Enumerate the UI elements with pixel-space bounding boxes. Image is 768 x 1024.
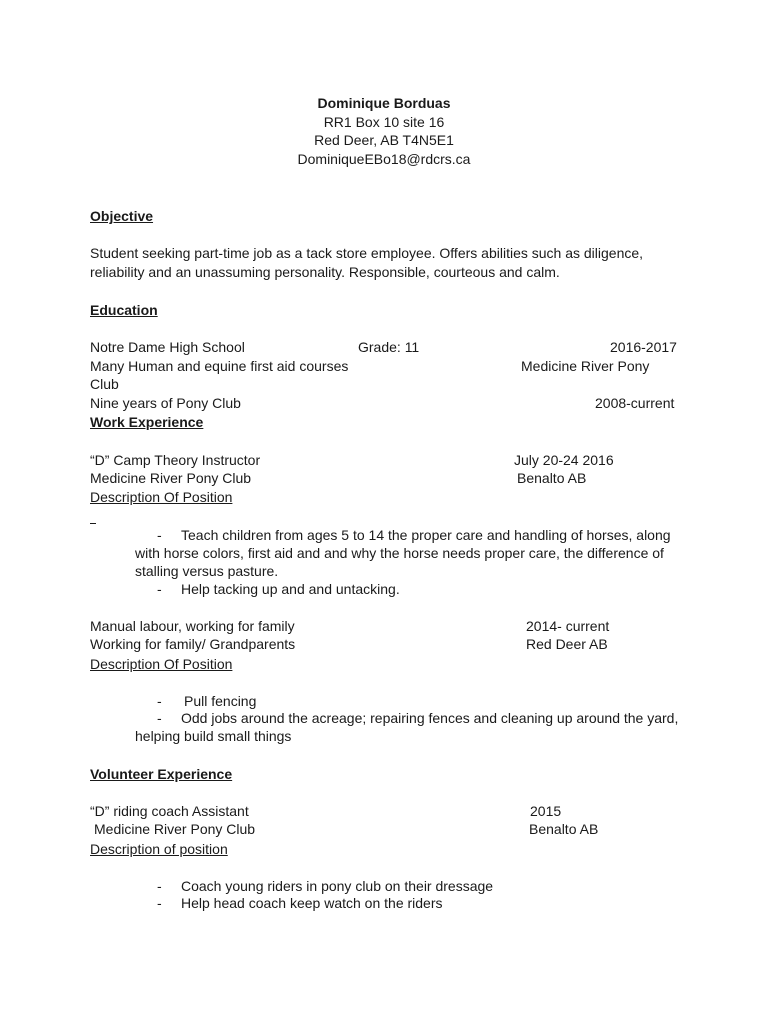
job2-description-label: Description Of Position — [90, 656, 233, 672]
job1-organization: Medicine River Pony Club — [90, 470, 252, 486]
job1-bullet-1-line-2: with horse colors, first aid and and why the horse needs proper care, the difference of — [135, 545, 664, 561]
volunteer-title: “D” riding coach Assistant — [90, 803, 249, 819]
address-line-2: Red Deer, AB T4N5E1 — [314, 132, 454, 148]
bullet-marker: - — [157, 878, 162, 894]
job2-organization: Working for family/ Grandparents — [90, 636, 296, 652]
resume-name: Dominique Borduas — [317, 95, 451, 111]
job1-dates: July 20-24 2016 — [514, 452, 614, 468]
objective-heading: Objective — [90, 208, 154, 224]
school-grade: Grade: 11 — [358, 339, 420, 355]
volunteer-bullet-2: Help head coach keep watch on the riders — [181, 895, 443, 911]
job1-description-label: Description Of Position — [90, 489, 233, 505]
bullet-marker: - — [157, 693, 162, 709]
education-heading: Education — [90, 302, 158, 318]
courses-org-continued: Club — [90, 376, 119, 392]
courses-org: Medicine River Pony — [521, 358, 650, 374]
volunteer-dates: 2015 — [530, 803, 562, 819]
stray-underline-mark — [90, 523, 96, 524]
objective-text-line-1: Student seeking part-time job as a tack store employee. Offers abilities such as diligence, — [90, 245, 644, 261]
job2-title: Manual labour, working for family — [90, 618, 295, 634]
pony-club-years: 2008-current — [595, 395, 675, 411]
job1-bullet-2: Help tacking up and and untacking. — [181, 581, 400, 597]
job1-title: “D” Camp Theory Instructor — [90, 452, 261, 468]
job2-dates: 2014- current — [526, 618, 610, 634]
school-years: 2016-2017 — [610, 339, 677, 355]
job2-bullet-2-line-1: Odd jobs around the acreage; repairing fences and cleaning up around the yard, — [181, 710, 679, 726]
job1-bullet-1-line-1: Teach children from ages 5 to 14 the proper care and handling of horses, along — [181, 527, 671, 543]
bullet-marker: - — [157, 710, 162, 726]
volunteer-bullet-1: Coach young riders in pony club on their dressage — [181, 878, 494, 894]
job1-location: Benalto AB — [517, 470, 587, 486]
job1-bullet-1-line-3: stalling versus pasture. — [135, 563, 279, 579]
volunteer-location: Benalto AB — [529, 821, 599, 837]
work-experience-heading: Work Experience — [90, 414, 204, 430]
school-name: Notre Dame High School — [90, 339, 245, 355]
volunteer-experience-heading: Volunteer Experience — [90, 766, 233, 782]
job2-bullet-2-line-2: helping build small things — [135, 728, 292, 744]
job2-bullet-1: Pull fencing — [184, 693, 257, 709]
email-address: DominiqueEBo18@rdcrs.ca — [297, 151, 471, 167]
job2-location: Red Deer AB — [526, 636, 608, 652]
bullet-marker: - — [157, 581, 162, 597]
address-line-1: RR1 Box 10 site 16 — [323, 114, 445, 130]
bullet-marker: - — [157, 895, 162, 911]
courses-text: Many Human and equine first aid courses — [90, 358, 349, 374]
volunteer-organization: Medicine River Pony Club — [94, 821, 256, 837]
pony-club-text: Nine years of Pony Club — [90, 395, 241, 411]
volunteer-description-label: Description of position — [90, 841, 228, 857]
objective-text-line-2: reliability and an unassuming personality. Responsible, courteous and calm. — [90, 264, 560, 280]
bullet-marker: - — [157, 527, 162, 543]
